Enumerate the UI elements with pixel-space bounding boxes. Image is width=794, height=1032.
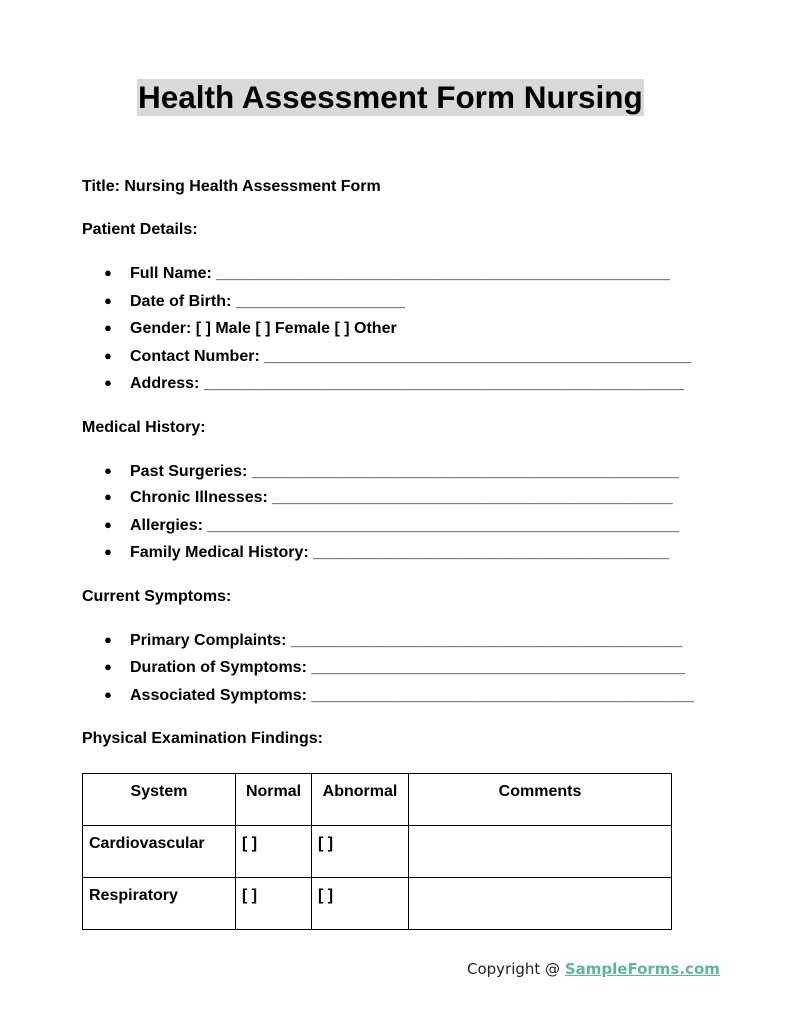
field-gender: Gender: [ ] Male [ ] Female [ ] Other <box>130 320 397 337</box>
table-header-row <box>83 774 672 826</box>
field-allergies: Allergies: _____________________________________________________ <box>130 517 679 534</box>
copyright-text: Copyright @ <box>467 960 565 978</box>
list-item[interactable] <box>104 544 669 562</box>
patient-details-heading: Patient Details: <box>82 221 198 238</box>
bullet-icon: ● <box>104 544 112 559</box>
cell-abnormal-checkbox[interactable]: [ ] <box>312 826 409 878</box>
bullet-icon: ● <box>104 293 112 308</box>
cell-comments[interactable] <box>409 826 672 878</box>
field-family-history: Family Medical History: ________________________________________ <box>130 544 670 561</box>
bullet-icon: ● <box>104 463 112 478</box>
field-past-surgeries: Past Surgeries: ________________________________________________ <box>130 463 679 480</box>
medical-history-heading: Medical History: <box>82 419 206 436</box>
page-title: Health Assessment Form Nursing <box>138 79 643 115</box>
bullet-icon: ● <box>104 489 112 504</box>
cell-system: Respiratory <box>83 878 236 930</box>
brand-link[interactable]: SampleForms.com <box>564 960 720 978</box>
bullet-icon: ● <box>104 687 112 702</box>
cell-normal-checkbox[interactable]: [ ] <box>236 826 312 878</box>
field-full-name: Full Name: ___________________________________________________ <box>130 265 671 282</box>
field-chronic-illnesses: Chronic Illnesses: _____________________________________________ <box>130 489 673 506</box>
table-row <box>83 878 672 930</box>
field-duration-of-symptoms: Duration of Symptoms: __________________________________________ <box>130 659 686 676</box>
list-item[interactable] <box>104 463 679 481</box>
header-normal: Normal <box>236 774 312 826</box>
table-row <box>83 826 672 878</box>
list-item[interactable] <box>104 375 684 393</box>
bullet-icon: ● <box>104 348 112 363</box>
list-item[interactable] <box>104 632 682 650</box>
physical-exam-heading: Physical Examination Findings: <box>82 730 323 747</box>
list-item[interactable] <box>104 517 679 535</box>
list-item[interactable] <box>104 489 673 507</box>
header-system: System <box>83 774 236 826</box>
list-item[interactable] <box>104 348 691 366</box>
bullet-icon: ● <box>104 517 112 532</box>
cell-system: Cardiovascular <box>83 826 236 878</box>
header-comments: Comments <box>409 774 672 826</box>
bullet-icon: ● <box>104 265 112 280</box>
bullet-icon: ● <box>104 632 112 647</box>
form-title-line: Title: Nursing Health Assessment Form <box>82 178 381 195</box>
list-item[interactable] <box>104 293 405 311</box>
bullet-icon: ● <box>104 375 112 390</box>
bullet-icon: ● <box>104 320 112 335</box>
current-symptoms-heading: Current Symptoms: <box>82 588 232 605</box>
cell-abnormal-checkbox[interactable]: [ ] <box>312 878 409 930</box>
cell-comments[interactable] <box>409 878 672 930</box>
field-date-of-birth: Date of Birth: ___________________ <box>130 293 405 310</box>
cell-normal-checkbox[interactable]: [ ] <box>236 878 312 930</box>
list-item[interactable] <box>104 687 694 705</box>
list-item[interactable] <box>104 659 685 677</box>
field-associated-symptoms: Associated Symptoms: ___________________________________________ <box>130 687 695 704</box>
copyright-footer <box>467 960 720 978</box>
header-abnormal: Abnormal <box>312 774 409 826</box>
list-item[interactable] <box>104 265 670 283</box>
field-address: Address: ______________________________________________________ <box>130 375 685 392</box>
field-contact-number: Contact Number: ________________________________________________ <box>130 348 692 365</box>
bullet-icon: ● <box>104 659 112 674</box>
field-primary-complaints: Primary Complaints: ____________________________________________ <box>130 632 683 649</box>
exam-table <box>82 773 672 930</box>
list-item[interactable] <box>104 320 397 338</box>
